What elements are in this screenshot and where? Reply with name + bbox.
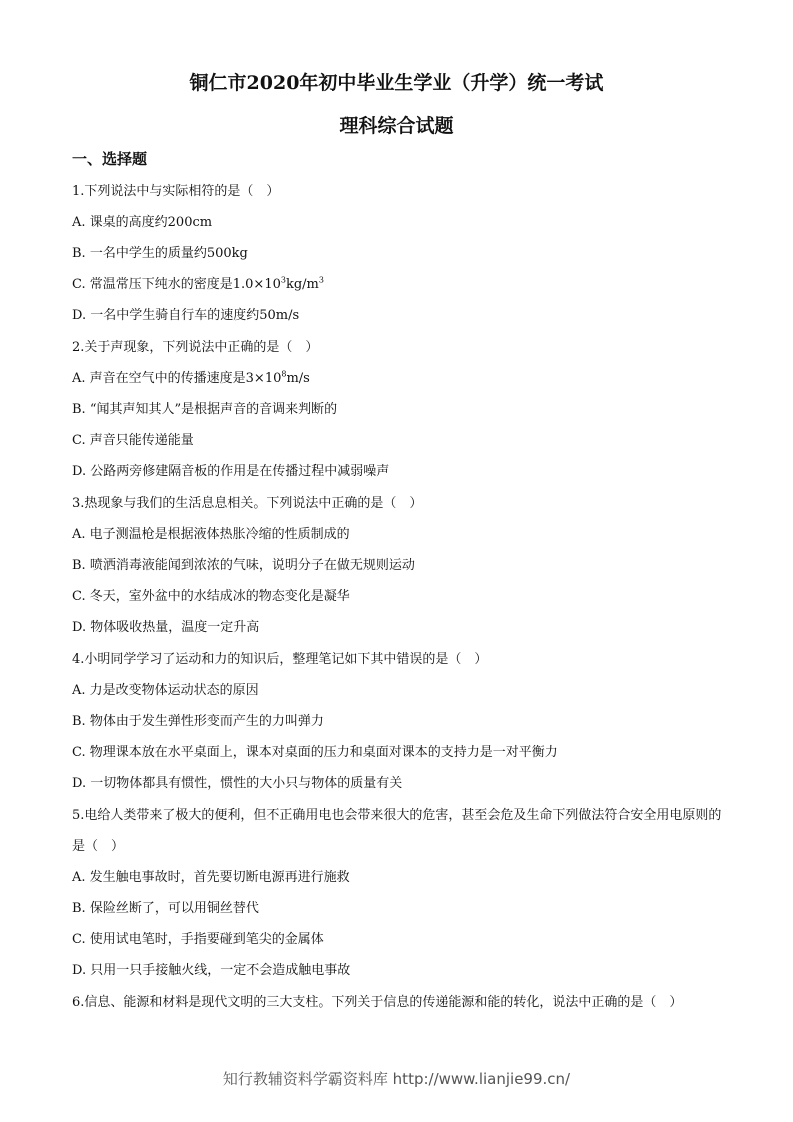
question-1-option-b: B. 一名中学生的质量约500kg [72, 246, 248, 261]
question-1-option-d: D. 一名中学生骑自行车的速度约50m/s [72, 308, 300, 323]
question-1-option-c [72, 275, 732, 295]
question-5-option-c: C. 使用试电笔时，手指要碰到笔尖的金属体 [72, 932, 324, 947]
question-5-option-b: B. 保险丝断了，可以用铜丝替代 [72, 901, 259, 916]
question-2-stem: 2.关于声现象，下列说法中正确的是（ ） [72, 340, 319, 355]
question-1-option-a: A. 课桌的高度约200cm [72, 215, 213, 230]
question-4-stem: 4.小明同学学习了运动和力的知识后，整理笔记如下其中错误的是（ ） [72, 652, 488, 667]
superscript: 8 [281, 369, 287, 379]
question-5-option-d: D. 只用一只手接触火线，一定不会造成触电事故 [72, 963, 351, 978]
unit-text: kg/m [285, 277, 319, 292]
option-text: A. 声音在空气中的传播速度是3×10 [72, 371, 282, 386]
question-3-option-c: C. 冬天，室外盆中的水结成冰的物态变化是凝华 [72, 589, 350, 604]
question-3-option-d: D. 物体吸收热量，温度一定升高 [72, 620, 260, 635]
question-2-option-d: D. 公路两旁修建隔音板的作用是在传播过程中减弱噪声 [72, 464, 390, 479]
question-2-option-c: C. 声音只能传递能量 [72, 433, 194, 448]
option-text: C. 常温常压下纯水的密度是1.0×10 [72, 277, 281, 292]
question-2-option-b: B. “闻其声知其人”是根据声音的音调来判断的 [72, 402, 338, 417]
superscript: 3 [280, 275, 286, 285]
question-3-stem: 3.热现象与我们的生活息息相关。下列说法中正确的是（ ） [72, 496, 423, 511]
question-5-option-a: A. 发生触电事故时，首先要切断电源再进行施救 [72, 870, 350, 885]
question-2-option-a [72, 369, 732, 389]
question-4-option-a: A. 力是改变物体运动状态的原因 [72, 683, 259, 698]
question-4-option-d: D. 一切物体都具有惯性，惯性的大小只与物体的质量有关 [72, 776, 403, 791]
exam-title: 铜仁市2020年初中毕业生学业（升学）统一考试 [189, 72, 604, 94]
question-4-option-b: B. 物体由于发生弹性形变而产生的力叫弹力 [72, 714, 324, 729]
question-4-option-c: C. 物理课本放在水平桌面上，课本对桌面的压力和桌面对课本的支持力是一对平衡力 [72, 745, 558, 760]
question-1-stem: 1.下列说法中与实际相符的是（ ） [72, 184, 280, 199]
question-3-option-a: A. 电子测温枪是根据液体热胀冷缩的性质制成的 [72, 527, 350, 542]
question-3-option-b: B. 喷洒消毒液能闻到浓浓的气味，说明分子在做无规则运动 [72, 558, 415, 573]
question-6-stem: 6.信息、能源和材料是现代文明的三大支柱。下列关于信息的传递能源和能的转化，说法中正确的是（ ） [72, 995, 683, 1010]
exam-subtitle: 理科综合试题 [339, 115, 454, 137]
superscript: 3 [318, 275, 324, 285]
question-5-stem: 5.电给人类带来了极大的便利，但不正确用电也会带来很大的危害，甚至会危及生命下列做法符合安全用电原则的是（ ） [72, 808, 722, 854]
unit-text: m/s [286, 371, 310, 386]
section-heading: 一、选择题 [72, 150, 148, 168]
footer-watermark: 知行教辅资料学霸资料库 http://www.lianjie99.cn/ [222, 1070, 571, 1088]
